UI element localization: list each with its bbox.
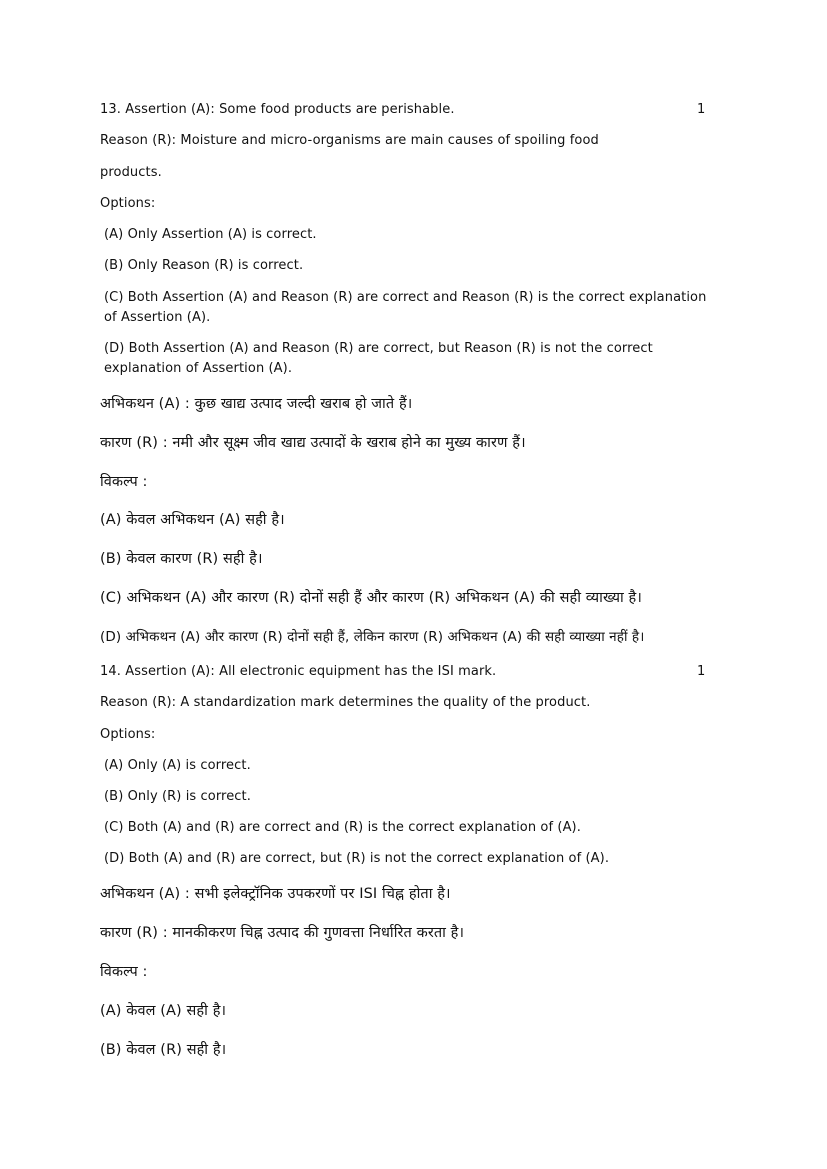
q13-hindi-option-a: (A) केवल अभिकथन (A) सही है। [100,512,285,528]
q14-hindi-option-a: (A) केवल (A) सही है। [100,1003,227,1019]
q13-hindi-options-label: विकल्प : [100,474,148,490]
q13-option-a: (A) Only Assertion (A) is correct. [104,227,317,242]
q14-assertion: 14. Assertion (A): All electronic equipment has the ISI mark. [100,664,497,679]
q13-options-label: Options: [100,196,156,211]
q14-options-label: Options: [100,727,156,742]
q13-hindi-option-c: (C) अभिकथन (A) और कारण (R) दोनों सही हैं और कारण (R) अभिकथन (A) की सही व्याख्या है। [100,590,642,606]
q14-marks: 1 [697,664,706,679]
q13-option-b: (B) Only Reason (R) is correct. [104,258,304,273]
q14-hindi-option-b: (B) केवल (R) सही है। [100,1042,227,1058]
q13-hindi-option-b: (B) केवल कारण (R) सही है। [100,551,263,567]
q14-reason: Reason (R): A standardization mark determines the quality of the product. [100,695,591,710]
q13-hindi-option-d: (D) अभिकथन (A) और कारण (R) दोनों सही हैं, लेकिन कारण (R) अभिकथन (A) की सही व्याख्या नहीं है। [100,629,645,645]
q13-assertion: 13. Assertion (A): Some food products are perishable. [100,102,455,117]
q13-option-d: (D) Both Assertion (A) and Reason (R) are correct, but Reason (R) is not the correct explanation of Assertion (A). [104,341,653,376]
q13-reason-line2: products. [100,165,162,180]
q14-hindi-reason: कारण (R) : मानकीकरण चिह्न उत्पाद की गुणवत्ता निर्धारित करता है। [100,925,465,941]
q14-hindi-options-label: विकल्प : [100,964,148,980]
q14-option-d: (D) Both (A) and (R) are correct, but (R) is not the correct explanation of (A). [104,851,610,866]
q13-option-c: (C) Both Assertion (A) and Reason (R) are correct and Reason (R) is the correct explanation of Assertion (A). [104,290,707,325]
q13-marks: 1 [697,102,706,117]
q14-hindi-assertion: अभिकथन (A) : सभी इलेक्ट्रॉनिक उपकरणों पर ISI चिह्न होता है। [100,886,451,902]
q14-option-c: (C) Both (A) and (R) are correct and (R) is the correct explanation of (A). [104,820,581,835]
q13-hindi-reason: कारण (R) : नमी और सूक्ष्म जीव खाद्य उत्पादों के खराब होने का मुख्य कारण हैं। [100,435,526,451]
q14-option-a: (A) Only (A) is correct. [104,758,251,773]
q13-reason-line1: Reason (R): Moisture and micro-organisms are main causes of spoiling food [100,133,599,148]
q14-option-b: (B) Only (R) is correct. [104,789,251,804]
q13-hindi-assertion: अभिकथन (A) : कुछ खाद्य उत्पाद जल्दी खराब हो जाते हैं। [100,396,413,412]
